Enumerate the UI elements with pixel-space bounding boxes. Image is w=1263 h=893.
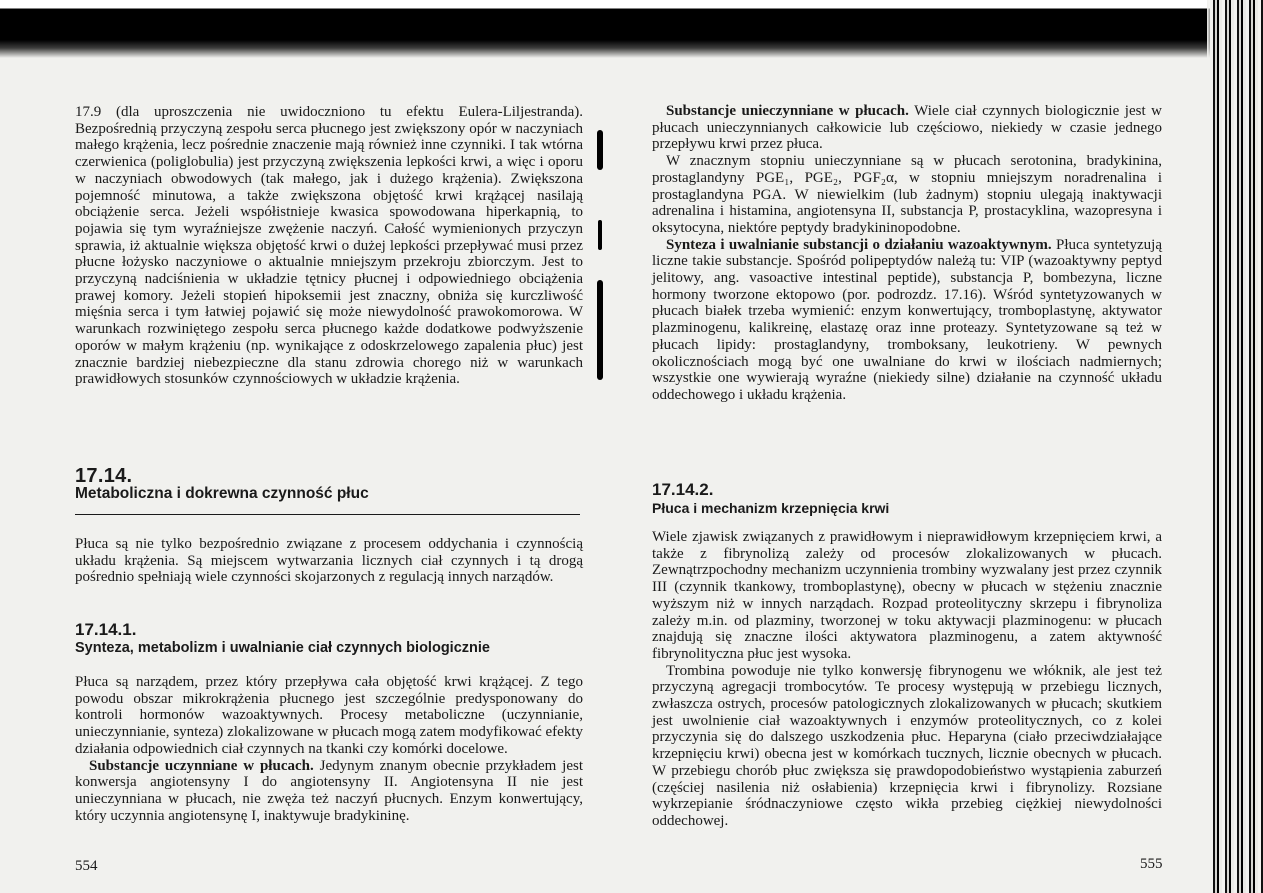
scan-top-shadow (0, 0, 1263, 58)
coagulation-paragraph-2: Trombina powoduje nie tylko konwersję fibrynogenu we włóknik, ale jest też przyczyną agregacji trombocytów. Te procesy występują w przebiegu licznych, zwłaszcza ostrych, procesów patologicznych zlokalizowanych w płucach; skutkiem jest uwolnienie ciał wazoaktywnych i enzymów proteolitycznych, co z kolei przyczynia się do dalszego uszkodzenia płuc. Heparyna (ciało przeciwdziałające krzepnięciu krwi) obecna jest w komórkach tucznych, licznie obecnych w płucach. W przebiegu chorób płuc zwiększa się prawdopodobieństwo wystąpienia zaburzeń (częściej nasilenia niż osłabienia) krzepnięcia krwi i fibrynolizy. Rozsiane wykrzepianie śródnaczyniowe często wikła przebieg ciężkiej niewydolności oddechowej. (652, 662, 1162, 829)
inactivated-paragraph (652, 103, 1162, 153)
book-edge-stripes (1210, 0, 1263, 893)
synthesis-lead: Synteza i uwalnianie substancji o działaniu wazoaktywnym. (666, 236, 1052, 253)
intro-paragraph: 17.9 (dla uproszczenia nie uwidoczniono tu efektu Eulera-Liljestranda). Bezpośrednią przyczyną zespołu serca płucnego jest zwiększony opór w naczyniach małego krążenia, lecz pośrednie znaczenie mają również inne czynniki. I tak wtórna czerwienica (poliglobulia) jest przyczyną zwiększenia lepkości krwi, a więc i oporu w naczyniach obwodowych (tak małego, jak i dużego krążenia). Zwiększona pojemność minutowa, a także zwiększona objętość krwi krążącej nasilają obciążenie serca. Jeżeli współistnieje kwasica spowodowana hiperkapnią, to pojawia się tym wyraźniejsze zwężenie naczyń. Całość wymienionych przyczyn sprawia, iż aktualnie większa objętość krwi o dużej lepkości przepływać musi przez płucne łożysko naczyniowe o aktualnie mniejszym przekroju zbiorczym. Jest to przyczyną nadciśnienia w układzie tętnicy płucnej i odpowiedniego obciążenia prawej komory. Jeżeli stopień hipoksemii jest znaczny, obniża się kurczliwość mięśnia serca i tym łatwiej pojawić się może niewydolność prawokomorowa. W warunkach rozwiniętego zespołu serca płucnego każde dodatkowe podwyższenie oporów w małym krążeniu (np. wynikające z odoskrzelowego zapalenia płuc) jest znacznie bardziej niebezpieczne dla stanu zdrowia chorego niż w warunkach prawidłowych stosunków czynnościowych w układzie krążenia. (75, 104, 583, 388)
inactivated-text: Wiele ciał czynnych biologicznie jest w płucach unieczynnianych całkowicie lub częściowo, niekiedy w czasie jednego przepływu krwi przez płuca. (652, 103, 1162, 153)
subsection-17-14-2-heading (652, 482, 1162, 516)
section-rule (75, 514, 580, 515)
section-17-14-body (75, 536, 583, 586)
page-number-left: 554 (75, 858, 98, 874)
section-title: Metaboliczna i dokrewna czynność płuc (75, 484, 369, 502)
subsection-paragraph: Płuca są narządem, przez który przepływa cała objętość krwi krążącej. Z tego powodu obszar mikrokrążenia płucnego jest szczególnie predysponowany do kontroli hormonów wazoaktywnych. Procesy metaboliczne (uczynnianie, unieczynnianie, synteza) zlokalizowane w płucach mogą zatem modyfikować efekty działania odpowiednich ciał czynnych na tkanki czy komórki docelowe. (75, 674, 583, 757)
subsection-number: 17.14.1. (75, 620, 137, 639)
subsection-17-14-1-body (75, 674, 583, 824)
synthesis-paragraph (652, 237, 1162, 404)
subsection-2-title: Płuca i mechanizm krzepnięcia krwi (652, 499, 890, 516)
activation-lead: Substancje uczynniane w płucach. (89, 757, 314, 774)
inactivated-lead: Substancje unieczynniane w płucach. (666, 103, 909, 119)
subsection-17-14-2-body (652, 529, 1162, 830)
section-paragraph: Płuca są nie tylko bezpośrednio związane z procesem oddychania i czynnością układu krążenia. Są miejscem wytwarzania licznych ciał czynnych i tą drogą pośrednio spełniają wiele czynności skojarzonych z regulacją innych narządów. (75, 536, 583, 586)
binding-marks (597, 130, 605, 430)
activation-paragraph (75, 758, 583, 825)
page-number-right: 555 (1140, 856, 1163, 872)
subsection-17-14-1-heading (75, 622, 583, 656)
left-intro-text (75, 104, 583, 388)
inactivated-paragraph-2: W znacznym stopniu unieczynniane są w płucach serotonina, bradykinina, prostaglandyny PGE₁, PGE₂, PGF₂α, w stopniu mniejszym noradrenalina i prostaglandyna PGA. W niewielkim (lub żadnym) stopniu ulegają inaktywacji adrenalina i histamina, angiotensyna II, substancja P, prostacyklina, wazopresyna i oksytocyna, niektóre peptydy bradykininopodobne. (652, 153, 1162, 236)
subsection-title: Synteza, metabolizm i uwalnianie ciał czynnych biologicznie (75, 639, 490, 656)
section-17-14-heading (75, 465, 583, 515)
synthesis-text: Płuca syntetyzują liczne takie substancje. Spośród polipeptydów należą tu: VIP (wazoaktywny peptyd jelitowy, ang. vasoactive intestinal peptide), substancja P, bombezyna, liczne hormony tworzone ektopowo (por. podrozdz. 17.16). Wśród syntetyzowanych w płucach białek trzeba wymienić: enzym konwertujący, tromboplastynę, aktywator plazminogenu, kalikreinę, elastazę oraz inne proteazy. Syntetyzowane są też w płucach lipidy: prostaglandyny, tromboksany, leukotrieny. W pewnych okolicznościach mogą być one uwalniane do krwi w ilościach nadmiernych; wszystkie one wywierają wyraźne (niekiedy silne) działanie na czynność układu oddechowego i układu krążenia. (652, 236, 1163, 403)
right-top-text (652, 103, 1162, 404)
subsection-2-number: 17.14.2. (652, 480, 714, 499)
activation-text: Jedynym znanym obecnie przykładem jest konwersja angiotensyny I do angiotensyny II. Angiotensyna II nie jest unieczynniana w płucach, nie zwęża też naczyń płucnych. Enzym konwertujący, który uczynnia angiotensynę I, inaktywuje bradykininę. (75, 757, 584, 824)
coagulation-paragraph-1: Wiele zjawisk związanych z prawidłowym i nieprawidłowym krzepnięciem krwi, a także z fibrynolizą zależy od procesów zlokalizowanych w płucach. Zewnątrzpochodny mechanizm uczynnienia trombiny wyzwalany jest przez czynnik III (czynnik tkankowy, tromboplastynę), obecny w płucach w stężeniu znacznie wyższym niż w innych narządach. Rozpad proteolityczny skrzepu i fibrynoliza zależy m.in. od plazminy, tworzonej w toku aktywacji plazminogenu: w płucach znajdują się znaczne ilości aktywatora plazminogenu, a zatem aktywność fibrynolityczna płuc jest wysoka. (652, 529, 1162, 662)
section-number: 17.14. (75, 465, 133, 487)
